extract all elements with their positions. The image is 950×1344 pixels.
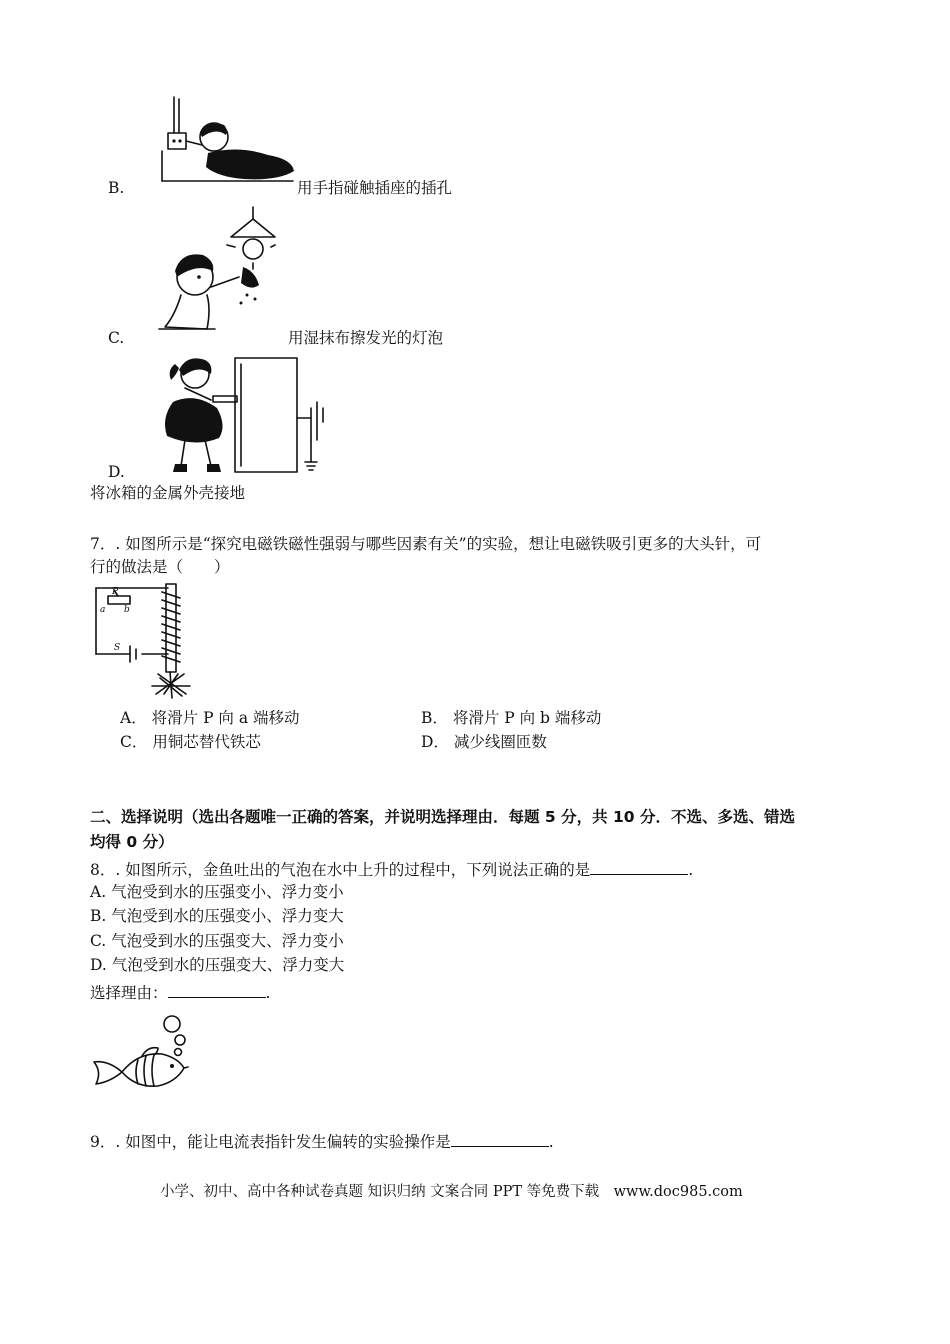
q9-stem: 9．. 如图中，能让电流表指针发生偏转的实验操作是 <box>90 1133 451 1151</box>
q7-option-d-text: 减少线圈匝数 <box>453 733 547 751</box>
q8-stem-end: . <box>688 861 694 879</box>
terminal-b-label: b <box>124 605 130 615</box>
q7-option-b-letter: B． <box>421 709 448 727</box>
refrigerator-grounding-illustration <box>155 352 335 478</box>
q8-option-b-text: 气泡受到水的压强变小、浮力变大 <box>111 907 344 925</box>
q7-stem-line1: 7．. 如图所示是“探究电磁铁磁性强弱与哪些因素有关”的实验，想让电磁铁吸引更多的大头针，可 <box>90 535 762 553</box>
option-c-text: 用湿抹布擦发光的灯泡 <box>288 329 444 347</box>
q7-option-a-text: 将滑片 P 向 a 端移动 <box>151 709 300 727</box>
section2-heading-line2: 均得 0 分） <box>90 833 174 851</box>
switch-s-label: S <box>114 643 121 653</box>
q8-option-a-text: 气泡受到水的压强变小、浮力变小 <box>111 883 344 901</box>
q7-option-c-letter: C． <box>120 733 148 751</box>
q8-reason-blank[interactable] <box>168 983 266 998</box>
terminal-a-label: a <box>100 605 106 615</box>
goldfish-bubbles-figure <box>88 1012 198 1096</box>
child-touching-socket-illustration <box>158 95 298 187</box>
child-wiping-bulb-illustration <box>155 205 275 333</box>
option-b-letter: B. <box>108 179 125 197</box>
option-b-text: 用手指碰触插座的插孔 <box>297 179 453 197</box>
q8-option-c-letter: C. <box>90 932 107 950</box>
slider-p-label: P <box>112 587 119 597</box>
q7-option-b-text: 将滑片 P 向 b 端移动 <box>452 709 602 727</box>
q8-option-d-letter: D. <box>90 956 107 974</box>
option-d-letter: D. <box>108 463 125 481</box>
q8-stem: 8．. 如图所示，金鱼吐出的气泡在水中上升的过程中，下列说法正确的是 <box>90 861 591 879</box>
q8-option-c-text: 气泡受到水的压强变大、浮力变小 <box>111 932 344 950</box>
option-c-letter: C. <box>108 329 125 347</box>
q7-stem-line2: 行的做法是（ ） <box>90 558 230 576</box>
option-d-text: 将冰箱的金属外壳接地 <box>90 484 246 502</box>
electromagnet-circuit-figure <box>90 582 200 698</box>
q8-reason-end: . <box>265 984 271 1002</box>
section2-heading-line1: 二、选择说明（选出各题唯一正确的答案，并说明选择理由．每题 5 分，共 10 分．不选、多选、错选 <box>90 808 795 826</box>
q8-reason-label: 选择理由： <box>90 984 168 1002</box>
q9-stem-end: . <box>548 1133 554 1151</box>
q8-option-b-letter: B. <box>90 907 107 925</box>
q8-option-d-text: 气泡受到水的压强变大、浮力变大 <box>111 956 345 974</box>
q7-option-c-text: 用铜芯替代铁芯 <box>152 733 261 751</box>
q9-answer-blank[interactable] <box>451 1132 549 1147</box>
q7-option-d-letter: D． <box>421 733 449 751</box>
footer-text: 小学、初中、高中各种试卷真题 知识归纳 文案合同 PPT 等免费下载 www.doc985.com <box>160 1184 743 1200</box>
q8-answer-blank[interactable] <box>590 860 688 875</box>
q7-option-a-letter: A． <box>120 709 147 727</box>
q8-option-a-letter: A. <box>90 883 107 901</box>
